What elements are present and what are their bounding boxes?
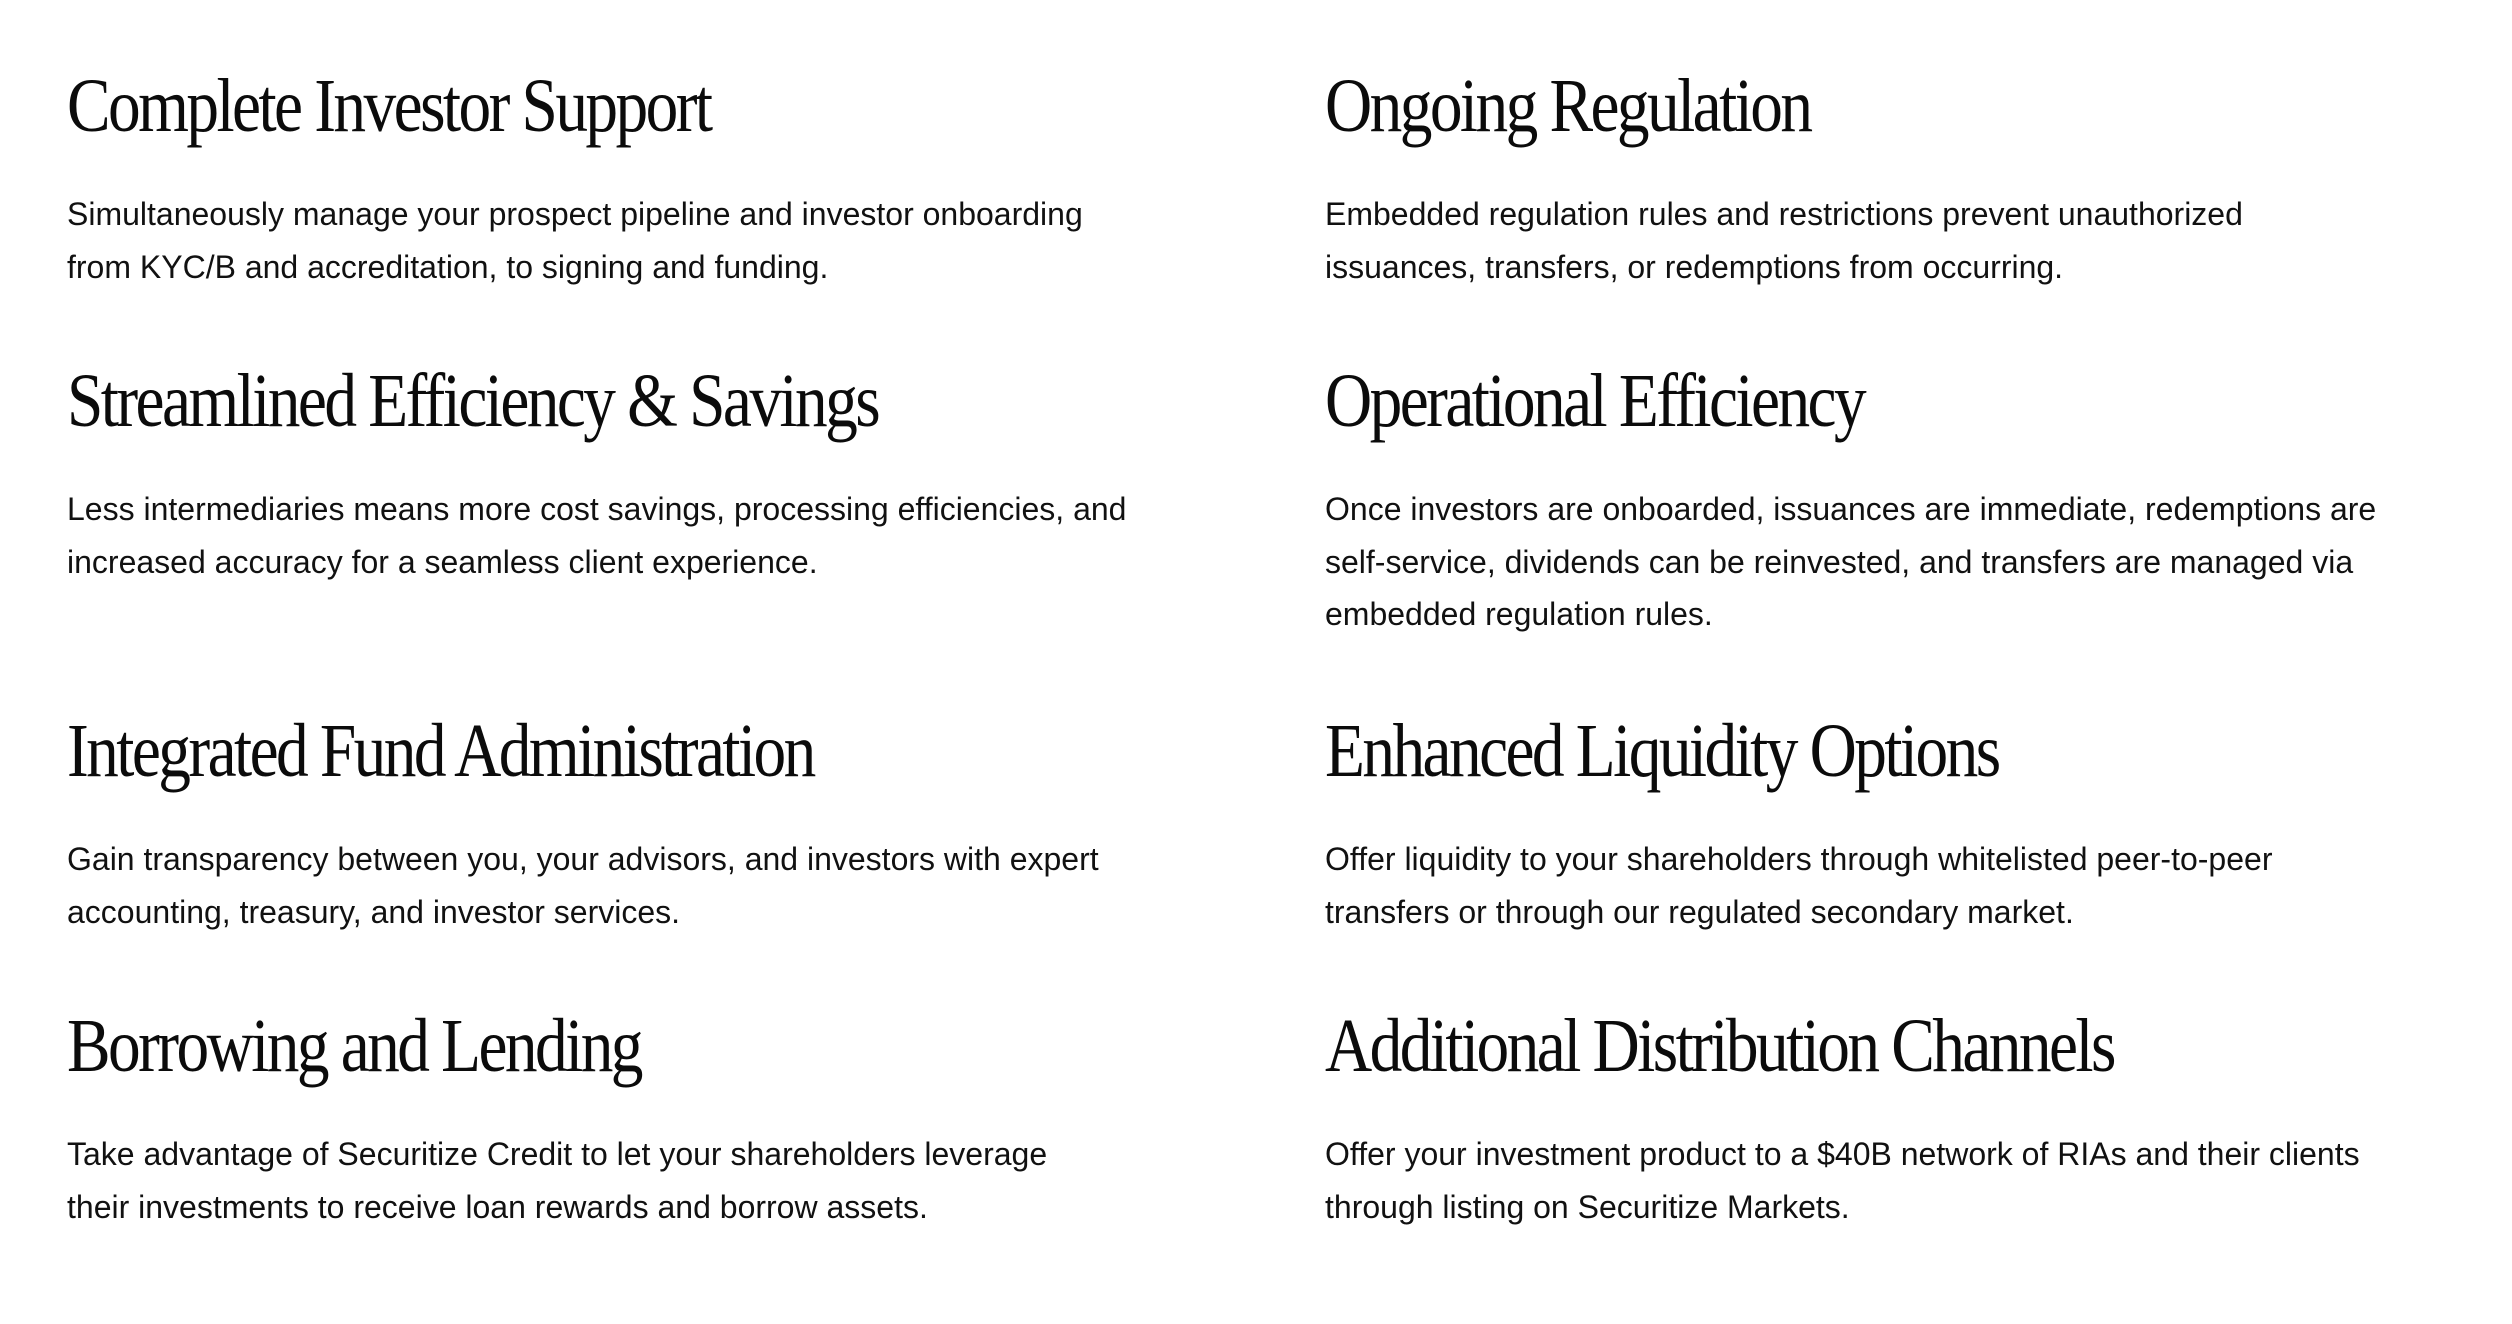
description-line: Simultaneously manage your prospect pipeline and investor onboarding bbox=[67, 196, 1083, 232]
feature-description bbox=[67, 833, 1187, 938]
description-line: embedded regulation rules. bbox=[1325, 596, 1713, 632]
feature-additional-distribution bbox=[1325, 1000, 2467, 1250]
description-line: issuances, transfers, or redemptions from occurring. bbox=[1325, 248, 2064, 285]
feature-description bbox=[67, 483, 1187, 588]
feature-description bbox=[1325, 188, 2445, 293]
feature-description bbox=[1325, 483, 2445, 641]
description-line: accounting, treasury, and investor services. bbox=[67, 893, 681, 930]
feature-title: Integrated Fund Administration bbox=[67, 709, 814, 793]
description-line: their investments to receive loan rewards and borrow assets. bbox=[67, 1188, 928, 1225]
description-line: through listing on Securitize Markets. bbox=[1325, 1188, 1850, 1225]
description-line: Take advantage of Securitize Credit to let your shareholders leverage bbox=[67, 1136, 1048, 1172]
feature-description bbox=[67, 188, 1187, 293]
feature-title: Additional Distribution Channels bbox=[1325, 1004, 2114, 1088]
description-line: increased accuracy for a seamless client experience. bbox=[67, 543, 818, 580]
description-line: Offer liquidity to your shareholders through whitelisted peer-to-peer bbox=[1325, 841, 2273, 877]
feature-complete-investor-support bbox=[67, 60, 1325, 355]
description-line: Gain transparency between you, your advisors, and investors with expert bbox=[67, 841, 1099, 877]
description-line: from KYC/B and accreditation, to signing and funding. bbox=[67, 248, 829, 285]
feature-description bbox=[1325, 1128, 2445, 1233]
feature-borrowing-lending bbox=[67, 1000, 1325, 1250]
feature-description bbox=[67, 1128, 1187, 1233]
description-line: transfers or through our regulated secondary market. bbox=[1325, 893, 2074, 930]
description-line: Offer your investment product to a $40B network of RIAs and their clients bbox=[1325, 1136, 2360, 1172]
feature-operational-efficiency bbox=[1325, 355, 2467, 705]
feature-ongoing-regulation bbox=[1325, 60, 2467, 355]
description-line: Embedded regulation rules and restrictions prevent unauthorized bbox=[1325, 196, 2243, 232]
feature-enhanced-liquidity bbox=[1325, 705, 2467, 1000]
feature-integrated-fund-administration bbox=[67, 705, 1325, 1000]
description-line: Less intermediaries means more cost savings, processing efficiencies, and bbox=[67, 491, 1127, 527]
feature-title: Operational Efficiency bbox=[1325, 359, 1865, 443]
feature-title: Complete Investor Support bbox=[67, 64, 711, 148]
feature-title: Ongoing Regulation bbox=[1325, 64, 1811, 148]
feature-description bbox=[1325, 833, 2445, 938]
features-grid bbox=[67, 60, 2467, 1250]
description-line: self-service, dividends can be reinvested, and transfers are managed via bbox=[1325, 543, 2354, 580]
feature-title: Enhanced Liquidity Options bbox=[1325, 709, 1999, 793]
feature-streamlined-efficiency bbox=[67, 355, 1325, 705]
feature-title: Borrowing and Lending bbox=[67, 1004, 641, 1088]
description-line: Once investors are onboarded, issuances are immediate, redemptions are bbox=[1325, 491, 2377, 527]
feature-title: Streamlined Efficiency & Savings bbox=[67, 359, 879, 443]
